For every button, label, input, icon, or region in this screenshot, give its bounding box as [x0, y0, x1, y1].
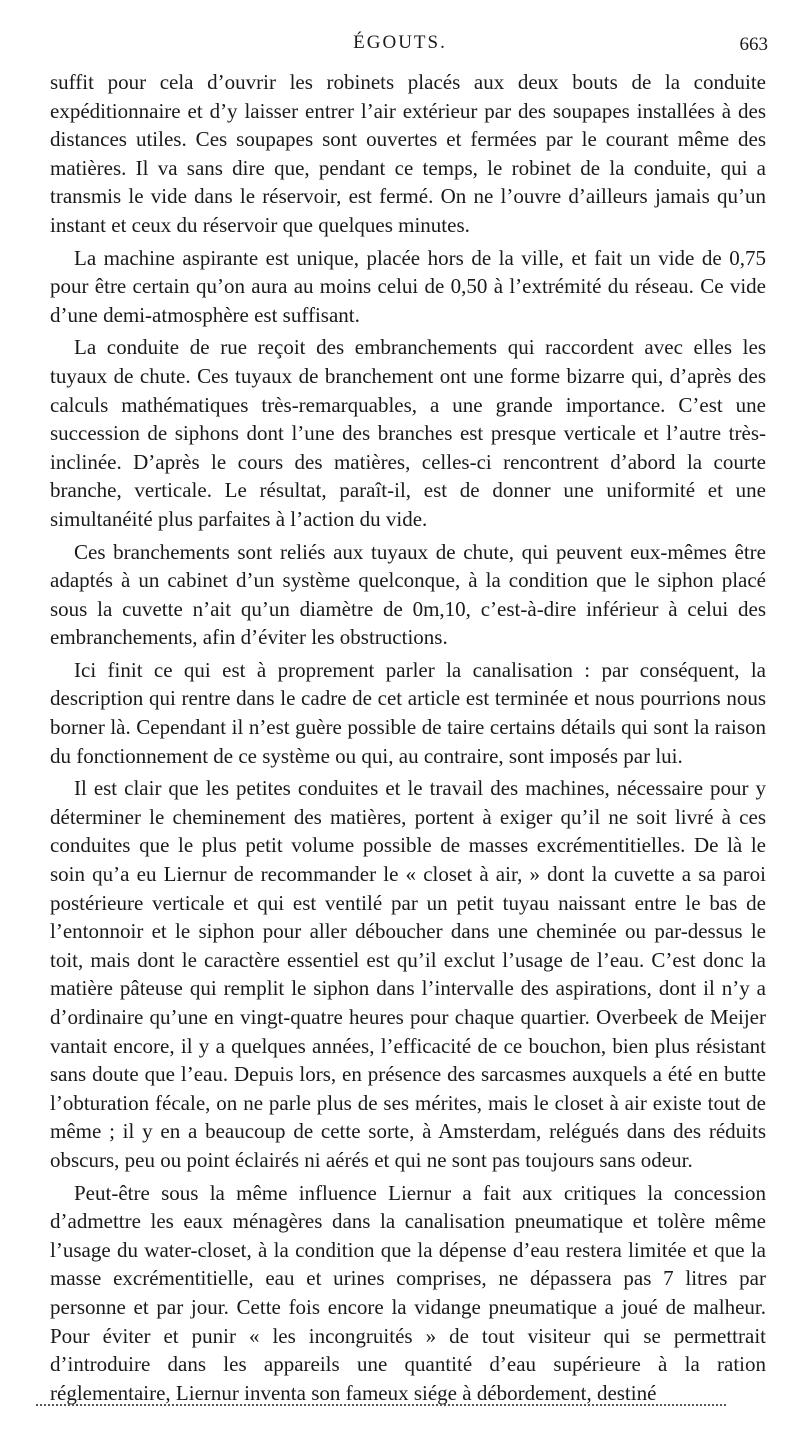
paragraph-1: suffit pour cela d’ouvrir les robinets placés aux deux bouts de la conduite expéditionnaire et d’y laisser entrer l’air extérieur par des soupapes installées à des distances utiles. Ces soupapes sont ouvertes et fermées par le courant même des matières. Il va sans dire que, pendant ce temps, le robinet de la conduite, qui a transmis le vide dans le réservoir, est fermé. On ne l’ouvre d’ailleurs jamais qu’un instant et ceux du réservoir que quelques minutes.: [50, 70, 766, 237]
paragraph-4: Ces branchements sont reliés aux tuyaux de chute, qui peuvent eux-mêmes être adaptés à un cabinet d’un système quelconque, à la condition que le siphon placé sous la cuvette n’ait qu’un diamètre de 0m,10, c’est-à-dire inférieur à celui des embranchements, afin d’éviter les obstructions.: [50, 539, 766, 650]
paragraph-2: La machine aspirante est unique, placée hors de la ville, et fait un vide de 0,75 pour être certain qu’on aura au moins celui de 0,50 à l’extrémité du réseau. Ce vide d’une demi-atmosphère est suffisant.: [50, 245, 766, 327]
running-head: [0, 30, 800, 58]
paragraph-7: Peut-être sous la même influence Liernur a fait aux critiques la concession d’admettre les eaux ménagères dans la canalisation pneumatique et tolère même l’usage du water-closet, à la condition que la dépense d’eau restera limitée et que la masse excrémentitielle, eau et urines comprises, ne dépassera pas 7 litres par personne et par jour. Cette fois encore la vidange pneumatique a joué de malheur. Pour éviter et punir « les incongruités » de tout visiteur qui se permettrait d’introduire dans les appareils une quantité d’eau supérieure à la ration réglementaire, Liernur inventa son fameux siége à débordement, destiné: [50, 1180, 766, 1405]
paragraph-6: Il est clair que les petites conduites et le travail des machines, nécessaire pour y déterminer le cheminement des matières, portent à exiger qu’il ne soit livré à ces conduites que le plus petit volume possible de masses excrémentitielles. De là le soin qu’a eu Liernur de recommander le « closet à air, » dont la cuvette a sa paroi postérieure verticale et qui est ventilé par un petit tuyau naissant entre le bas de l’entonnoir et le siphon pour aller déboucher dans une cheminée ou par-dessus le toit, mais dont le caractère essentiel est qu’il exclut l’usage de l’eau. C’est donc la matière pâteuse qui remplit le siphon dans l’intervalle des aspirations, dont il n’y a d’ordinaire qu’une en vingt-quatre heures pour chaque quartier. Overbeek de Meijer vantait encore, il y a quelques années, l’efficacité de ce bouchon, bien plus résistant sans doute que l’eau. Depuis lors, en présence des sarcasmes auxquels a été en butte l’obturation fécale, on ne parle plus de ses mérites, mais le closet à air existe tout de même ; il y en a beaucoup de cette sorte, à Amsterdam, relégués dans des réduits obscurs, peu ou point éclairés ni aérés et qui ne sont pas toujours sans odeur.: [50, 776, 766, 1172]
paragraph-3: La conduite de rue reçoit des embranchements qui raccordent avec elles les tuyaux de chute. Ces tuyaux de branchement ont une forme bizarre qui, d’après des calculs mathématiques très-remarquables, a une grande importance. C’est une succession de siphons dont l’une des branches est presque verticale et l’autre très-inclinée. D’après le cours des matières, celles-ci rencontrent d’abord la courte branche, verticale. Le résultat, paraît-il, est de donner une uniformité et une simultanéité plus parfaites à l’action du vide.: [50, 335, 766, 531]
running-title: ÉGOUTS.: [353, 32, 447, 53]
paragraph-5: Ici finit ce qui est à proprement parler la canalisation : par conséquent, la description qui rentre dans le cadre de cet article est terminée et nous pourrions nous borner là. Cependant il n’est guère possible de taire certains détails qui sont la raison du fonctionnement de ce système ou qui, au contraire, sont imposés par lui.: [50, 657, 766, 768]
footer-dotted-rule: [36, 1404, 726, 1406]
body-text: [50, 68, 766, 1411]
page-number: 663: [739, 34, 768, 55]
